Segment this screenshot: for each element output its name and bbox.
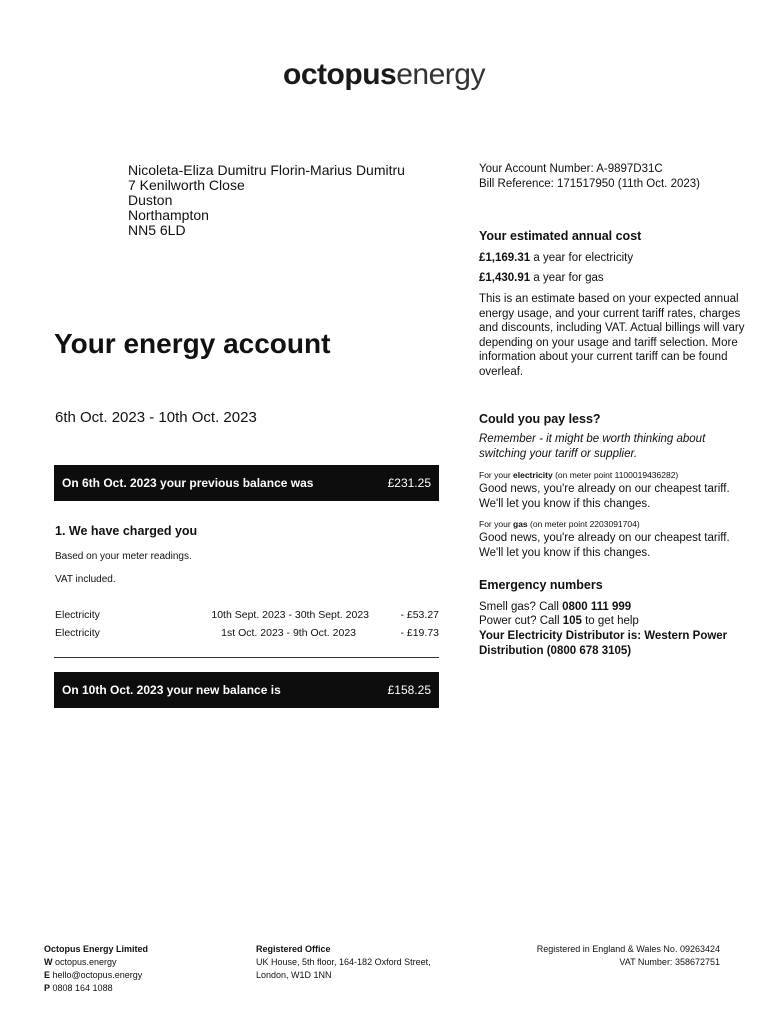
estimate-heading: Your estimated annual cost	[479, 229, 642, 243]
pay-less-remember: Remember - it might be worth thinking about switching your tariff or supplier.	[479, 433, 706, 460]
emergency-gas-number: 0800 111 999	[562, 601, 632, 613]
footer-company-number: Registered in England & Wales No. 09263424	[536, 944, 720, 954]
brand-logo	[0, 58, 768, 92]
charge-dates: 10th Sept. 2023 - 30th Sept. 2023	[211, 609, 369, 621]
meter-prefix: For your	[479, 519, 514, 529]
emergency-heading: Emergency numbers	[479, 578, 603, 592]
estimate-gas	[479, 271, 749, 286]
footer-registered-office	[256, 943, 431, 982]
emergency-gas	[479, 600, 749, 615]
footer-label: W	[44, 957, 53, 967]
footer-company-name: Octopus Energy Limited	[44, 944, 149, 954]
footer-office-heading: Registered Office	[256, 944, 331, 954]
estimate-electricity-amount: £1,169.31	[479, 252, 531, 264]
meter-point: (on meter point 2203091704)	[527, 519, 640, 529]
previous-balance-amount: £231.25	[387, 476, 431, 490]
meter-prefix: For your	[479, 470, 514, 480]
pay-less-heading: Could you pay less?	[479, 412, 601, 426]
address-line: 7 Kenilworth Close	[128, 177, 245, 193]
divider	[54, 657, 439, 658]
electricity-meter-line	[479, 468, 749, 483]
customer-address	[128, 163, 405, 238]
footer-registration	[537, 943, 720, 969]
new-balance-amount: £158.25	[387, 683, 431, 697]
charged-heading: 1. We have charged you	[55, 524, 198, 538]
charge-dates: 1st Oct. 2023 - 9th Oct. 2023	[221, 627, 356, 639]
bill-reference: Bill Reference: 171517950 (11th Oct. 2023)	[479, 178, 700, 190]
electricity-distributor: Your Electricity Distributor is: Western Power Distribution (0800 678 3105)	[479, 630, 728, 657]
meter-fuel: gas	[513, 519, 528, 529]
charged-note-vat: VAT included.	[55, 574, 116, 585]
account-number: Your Account Number: A-9897D31C	[479, 163, 663, 175]
emergency-power-text: Power cut? Call	[479, 615, 563, 627]
footer-office-line: UK House, 5th floor, 164-182 Oxford Street,	[256, 957, 431, 967]
gas-tariff-message: Good news, you're already on our cheapest tariff. We'll let you know if this changes.	[479, 532, 730, 559]
gas-meter-line	[479, 517, 749, 532]
footer-label: E	[44, 970, 51, 980]
meter-fuel: electricity	[513, 470, 553, 480]
footer-website: octopus.energy	[52, 957, 117, 967]
billing-period: 6th Oct. 2023 - 10th Oct. 2023	[55, 409, 257, 426]
estimate-electricity	[479, 251, 749, 266]
footer-company	[44, 943, 148, 995]
charge-label: Electricity	[55, 627, 100, 639]
meter-point: (on meter point 1100019436282)	[552, 470, 679, 480]
charge-amount: - £19.73	[400, 627, 439, 639]
estimate-explanation: This is an estimate based on your expected annual energy usage, and your current tariff rates, charges and discounts, including VAT. Actual billings will vary depending on your usage and tariff selection. More information about your current tariff can be found overleaf.	[479, 293, 745, 378]
emergency-power	[479, 614, 749, 629]
account-meta	[479, 162, 700, 192]
electricity-tariff-message: Good news, you're already on our cheapest tariff. We'll let you know if this changes.	[479, 483, 730, 510]
emergency-gas-text: Smell gas? Call	[479, 601, 563, 613]
previous-balance-bar	[54, 465, 439, 501]
footer-label: P	[44, 983, 51, 993]
page-title: Your energy account	[54, 328, 331, 359]
logo-word-energy: energy	[396, 58, 485, 91]
address-line: Duston	[128, 192, 173, 208]
estimate-gas-text: a year for gas	[530, 272, 604, 284]
new-balance-bar	[54, 672, 439, 708]
charge-label: Electricity	[55, 609, 100, 621]
footer-vat-number: VAT Number: 358672751	[619, 957, 720, 967]
footer-phone: 0808 164 1088	[50, 983, 113, 993]
new-balance-label: On 10th Oct. 2023 your new balance is	[62, 683, 281, 697]
footer-office-line: London, W1D 1NN	[256, 970, 332, 980]
logo-word-octopus: octopus	[283, 58, 397, 91]
previous-balance-label: On 6th Oct. 2023 your previous balance was	[62, 476, 314, 490]
address-line: NN5 6LD	[128, 222, 186, 238]
charge-row	[55, 627, 439, 641]
address-line: Nicoleta-Eliza Dumitru Florin-Marius Dumitru	[128, 162, 405, 178]
charge-amount: - £53.27	[400, 609, 439, 621]
emergency-power-number: 105	[562, 615, 582, 627]
charge-row	[55, 609, 439, 623]
emergency-power-suffix: to get help	[581, 615, 639, 627]
charged-note-readings: Based on your meter readings.	[55, 551, 192, 562]
address-line: Northampton	[128, 207, 209, 223]
estimate-gas-amount: £1,430.91	[479, 272, 531, 284]
estimate-electricity-text: a year for electricity	[530, 252, 634, 264]
footer-email: hello@octopus.energy	[50, 970, 143, 980]
